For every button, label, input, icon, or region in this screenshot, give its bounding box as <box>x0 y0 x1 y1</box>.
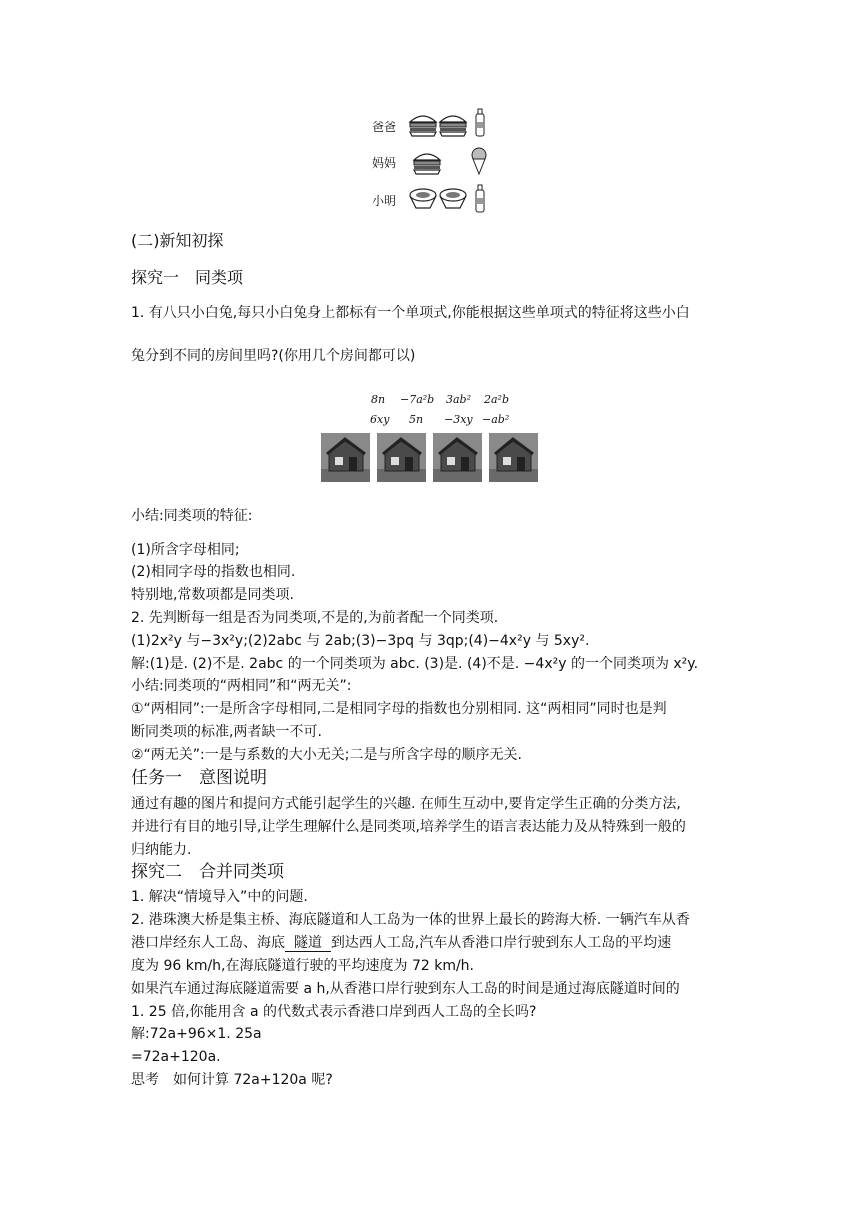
question-2-items: (1)2x²y 与−3x²y;(2)2abc 与 2ab;(3)−3pq 与 3qp;(4)−4x²y 与 5xy². <box>131 633 590 649</box>
section-title: (二)新知初探 <box>131 231 224 250</box>
food-figure <box>370 106 490 216</box>
think-prompt: 思考 如何计算 72a+120a 呢? <box>131 1072 333 1088</box>
burger-icon <box>408 110 438 138</box>
tart-icon <box>408 186 438 212</box>
ice-cream-icon <box>470 146 488 176</box>
row-label-mom: 妈妈 <box>372 156 397 170</box>
feature-1: (1)所含字母相同; <box>131 542 240 558</box>
monomial-term: −7a²b <box>400 393 435 406</box>
solution-line2: =72a+120a. <box>131 1049 221 1065</box>
rule-1-line2: 断同类项的标准,两者缺一不可. <box>131 724 322 740</box>
house-icon <box>321 433 370 482</box>
burger-icon <box>438 110 468 138</box>
task1-line3: 归纳能力. <box>131 842 192 858</box>
monomial-term: 2a²b <box>484 393 510 406</box>
text-segment: 港口岸经东人工岛、海底 <box>131 935 285 951</box>
task1-line1: 通过有趣的图片和提问方式能引起学生的兴趣. 在师生互动中,要肯定学生正确的分类方法, <box>131 796 681 812</box>
rule-1-line1: ①“两相同”:一是所含字母相同,二是相同字母的指数也分别相同. 这“两相同”同时也是判 <box>131 701 667 717</box>
explore1-question1-line1: 1. 有八只小白兔,每只小白兔身上都标有一个单项式,你能根据这些单项式的特征将这些小白 <box>131 305 690 321</box>
explore2-question2-line4: 如果汽车通过海底隧道需要 a h,从香港口岸行驶到东人工岛的时间是通过海底隧道时间的 <box>131 981 680 997</box>
solution-line1: 解:72a+96×1. 25a <box>131 1026 262 1042</box>
explore2-question2-line3: 度为 96 km/h,在海底隧道行驶的平均速度为 72 km/h. <box>131 958 474 974</box>
monomial-term: 3ab² <box>446 393 472 406</box>
monomial-term: 6xy <box>370 413 390 426</box>
question-2: 2. 先判断每一组是否为同类项,不是的,为前者配一个同类项. <box>131 610 499 626</box>
monomial-term: 8n <box>371 393 386 406</box>
explore1-title: 探究一 同类项 <box>131 268 244 287</box>
feature-3: 特别地,常数项都是同类项. <box>131 587 294 603</box>
monomial-term: −3xy <box>444 413 473 426</box>
explore2-question2-line5: 1. 25 倍,你能用含 a 的代数式表示香港口岸到西人工岛的全长吗? <box>131 1004 537 1020</box>
monomial-term: 5n <box>409 413 424 426</box>
feature-2: (2)相同字母的指数也相同. <box>131 564 296 580</box>
answer: 解:(1)是. (2)不是. 2abc 的一个同类项为 abc. (3)是. (4)不是. −4x²y 的一个同类项为 x²y. <box>131 656 699 672</box>
monomial-term: −ab² <box>482 413 510 426</box>
burger-icon <box>412 148 442 176</box>
task1-title: 任务一 意图说明 <box>131 768 267 788</box>
explore2-title: 探究二 合并同类项 <box>131 862 284 882</box>
rule-2: ②“两无关”:一是与系数的大小无关;二是与所含字母的顺序无关. <box>131 747 522 763</box>
house-icon <box>433 433 482 482</box>
house-icon <box>489 433 538 482</box>
tart-icon <box>438 186 468 212</box>
text-segment: 到达西人工岛,汽车从香港口岸行驶到东人工岛的平均速 <box>330 935 672 951</box>
explore2-question2-line2 <box>131 933 671 953</box>
underlined-word: 隧道 <box>285 935 331 951</box>
bottle-icon <box>474 108 486 138</box>
explore1-question1-line2: 兔分到不同的房间里吗?(你用几个房间都可以) <box>131 348 416 364</box>
bottle-icon <box>474 184 486 214</box>
row-label-dad: 爸爸 <box>372 120 397 134</box>
explore2-question2-line1: 2. 港珠澳大桥是集主桥、海底隧道和人工岛为一体的世界上最长的跨海大桥. 一辆汽车从香 <box>131 912 690 928</box>
summary-title: 小结:同类项的特征: <box>131 508 253 524</box>
summary-2: 小结:同类项的“两相同”和“两无关”: <box>131 678 352 694</box>
task1-line2: 并进行有目的地引导,让学生理解什么是同类项,培养学生的语言表达能力及从特殊到一般的 <box>131 819 686 835</box>
row-label-xiaoming: 小明 <box>372 194 397 208</box>
house-icon <box>377 433 426 482</box>
explore2-question1: 1. 解决“情境导入”中的问题. <box>131 889 308 905</box>
